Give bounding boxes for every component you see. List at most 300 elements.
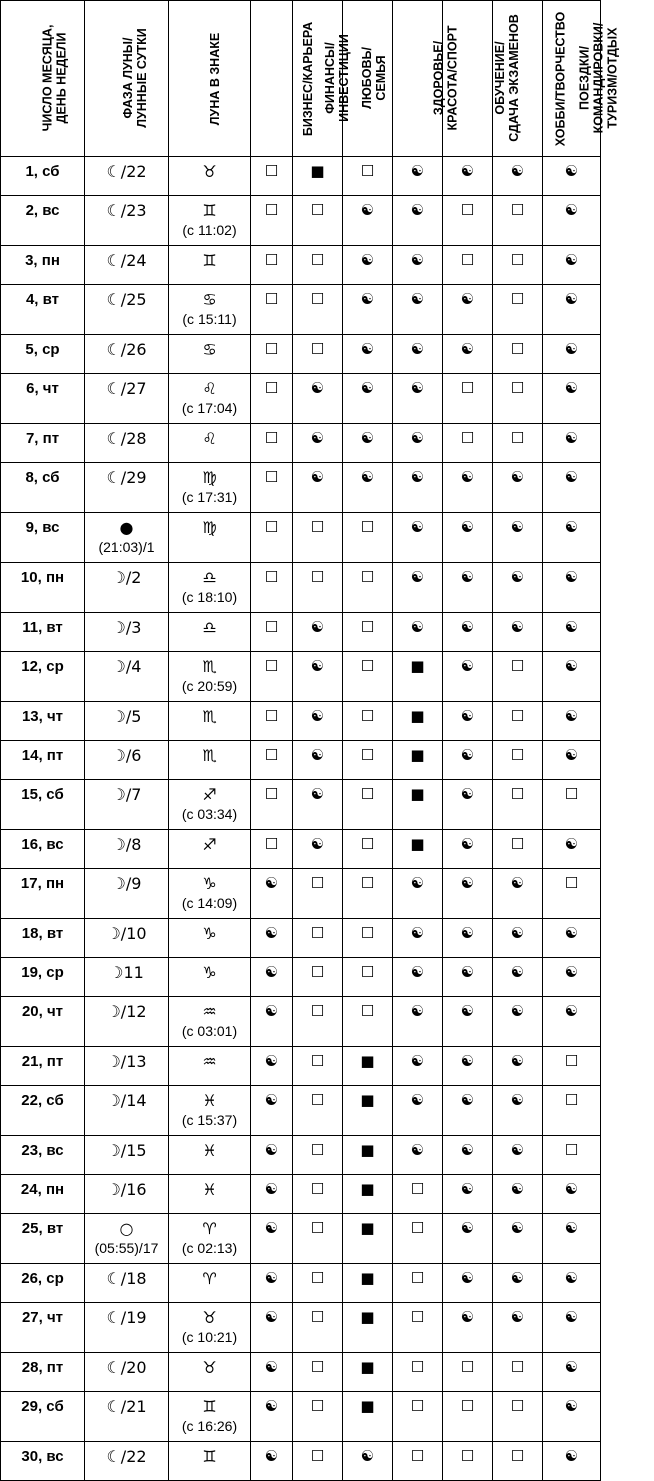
rating-cell xyxy=(343,1353,393,1392)
yin-yang-icon: ☯ xyxy=(564,1308,579,1326)
rating-cell xyxy=(393,1047,443,1086)
empty-square-icon: ☐ xyxy=(310,874,325,892)
rating-cell xyxy=(543,613,601,652)
yin-yang-icon: ☯ xyxy=(360,468,375,486)
empty-square-icon: ☐ xyxy=(510,429,525,447)
sign-cell xyxy=(169,613,251,652)
yin-yang-icon: ☯ xyxy=(360,1447,375,1465)
empty-square-icon: ☐ xyxy=(410,1397,425,1415)
rating-cell xyxy=(493,780,543,830)
rating-cell xyxy=(393,613,443,652)
empty-square-icon: ☐ xyxy=(360,568,375,586)
rating-cell xyxy=(543,1392,601,1442)
rating-cell xyxy=(493,246,543,285)
yin-yang-icon: ☯ xyxy=(510,468,525,486)
rating-cell xyxy=(343,1264,393,1303)
yin-yang-icon: ☯ xyxy=(564,468,579,486)
empty-square-icon: ☐ xyxy=(360,924,375,942)
rating-cell xyxy=(343,613,393,652)
rating-cell xyxy=(251,830,293,869)
rating-cell xyxy=(543,1303,601,1353)
rating-cell xyxy=(343,702,393,741)
rating-cell xyxy=(393,741,443,780)
zodiac-icon: ♐ xyxy=(202,835,217,854)
yin-yang-icon: ☯ xyxy=(264,1141,279,1159)
yin-yang-icon: ☯ xyxy=(310,657,325,675)
yin-yang-icon: ☯ xyxy=(510,1052,525,1070)
rating-cell xyxy=(251,1442,293,1481)
rating-cell xyxy=(393,958,443,997)
rating-cell xyxy=(251,513,293,563)
yin-yang-icon: ☯ xyxy=(460,835,475,853)
phase-cell xyxy=(85,246,169,285)
yin-yang-icon: ☯ xyxy=(510,162,525,180)
yin-yang-icon: ☯ xyxy=(460,340,475,358)
day-cell: 1, сб xyxy=(1,157,85,196)
zodiac-icon: ♋ xyxy=(202,340,217,359)
rating-cell xyxy=(293,1047,343,1086)
filled-square-icon: ■ xyxy=(410,785,425,803)
rating-cell xyxy=(443,1442,493,1481)
yin-yang-icon: ☯ xyxy=(564,1180,579,1198)
rating-cell xyxy=(443,1303,493,1353)
header-row xyxy=(1,1,601,157)
empty-square-icon: ☐ xyxy=(460,201,475,219)
filled-square-icon: ■ xyxy=(360,1180,375,1198)
rating-cell xyxy=(543,869,601,919)
table-row xyxy=(1,780,601,830)
rating-cell xyxy=(343,335,393,374)
table-row xyxy=(1,563,601,613)
yin-yang-icon: ☯ xyxy=(264,1358,279,1376)
table-row xyxy=(1,335,601,374)
day-cell: 13, чт xyxy=(1,702,85,741)
yin-yang-icon: ☯ xyxy=(564,1002,579,1020)
empty-square-icon: ☐ xyxy=(264,518,279,536)
rating-cell xyxy=(251,1353,293,1392)
moon-phase-icon: ☾/18 xyxy=(106,1269,147,1288)
rating-cell xyxy=(493,702,543,741)
header-day: ЧИСЛО МЕСЯЦА, ДЕНЬ НЕДЕЛИ xyxy=(1,1,85,157)
table-row xyxy=(1,196,601,246)
day-cell: 30, вс xyxy=(1,1442,85,1481)
rating-cell xyxy=(393,463,443,513)
empty-square-icon: ☐ xyxy=(310,1091,325,1109)
moon-phase-icon: ☽/3 xyxy=(111,618,142,637)
empty-square-icon: ☐ xyxy=(360,618,375,636)
header-business: БИЗНЕС/КАРЬЕРА xyxy=(251,1,293,157)
empty-square-icon: ☐ xyxy=(460,379,475,397)
rating-cell xyxy=(343,1136,393,1175)
sign-cell xyxy=(169,958,251,997)
rating-cell xyxy=(543,285,601,335)
phase-cell xyxy=(85,1353,169,1392)
empty-square-icon: ☐ xyxy=(360,162,375,180)
sign-time: (с 16:26) xyxy=(181,1418,238,1434)
rating-cell xyxy=(251,702,293,741)
header-travel: ПОЕЗДКИ/ КОМАНДИРОВКИ/ ТУРИЗМ/ОТДЫХ xyxy=(543,1,601,157)
sign-cell xyxy=(169,335,251,374)
rating-cell xyxy=(251,335,293,374)
header-finance: ФИНАНСЫ/ ИНВЕСТИЦИИ xyxy=(293,1,343,157)
empty-square-icon: ☐ xyxy=(360,835,375,853)
rating-cell xyxy=(293,335,343,374)
phase-time: (21:03)/1 xyxy=(98,539,155,555)
rating-cell xyxy=(493,563,543,613)
rating-cell xyxy=(343,1047,393,1086)
yin-yang-icon: ☯ xyxy=(410,379,425,397)
empty-square-icon: ☐ xyxy=(264,379,279,397)
rating-cell xyxy=(493,1214,543,1264)
sign-time: (с 20:59) xyxy=(181,678,238,694)
rating-cell xyxy=(543,780,601,830)
rating-cell xyxy=(443,246,493,285)
empty-square-icon: ☐ xyxy=(360,707,375,725)
rating-cell xyxy=(343,741,393,780)
empty-square-icon: ☐ xyxy=(264,201,279,219)
rating-cell xyxy=(251,1303,293,1353)
table-row xyxy=(1,157,601,196)
rating-cell xyxy=(343,997,393,1047)
rating-cell xyxy=(251,196,293,246)
rating-cell xyxy=(443,919,493,958)
rating-cell xyxy=(343,780,393,830)
rating-cell xyxy=(293,997,343,1047)
yin-yang-icon: ☯ xyxy=(264,1447,279,1465)
rating-cell xyxy=(343,1442,393,1481)
phase-cell xyxy=(85,869,169,919)
yin-yang-icon: ☯ xyxy=(460,1141,475,1159)
day-cell: 10, пн xyxy=(1,563,85,613)
rating-cell xyxy=(443,958,493,997)
yin-yang-icon: ☯ xyxy=(460,1002,475,1020)
sign-cell xyxy=(169,463,251,513)
rating-cell xyxy=(543,1175,601,1214)
table-body xyxy=(1,157,601,1481)
empty-square-icon: ☐ xyxy=(410,1219,425,1237)
sign-cell xyxy=(169,869,251,919)
day-cell: 4, вт xyxy=(1,285,85,335)
phase-cell xyxy=(85,196,169,246)
rating-cell xyxy=(543,1136,601,1175)
sign-time: (с 17:04) xyxy=(181,400,238,416)
rating-cell xyxy=(251,613,293,652)
rating-cell xyxy=(251,958,293,997)
zodiac-icon: ♉ xyxy=(202,1358,217,1377)
rating-cell xyxy=(343,919,393,958)
yin-yang-icon: ☯ xyxy=(410,290,425,308)
yin-yang-icon: ☯ xyxy=(410,251,425,269)
table-row xyxy=(1,1442,601,1481)
zodiac-icon: ♌ xyxy=(202,379,217,398)
rating-cell xyxy=(293,374,343,424)
rating-cell xyxy=(293,1353,343,1392)
rating-cell xyxy=(393,335,443,374)
table-row xyxy=(1,997,601,1047)
yin-yang-icon: ☯ xyxy=(460,518,475,536)
rating-cell xyxy=(393,424,443,463)
sign-cell xyxy=(169,563,251,613)
rating-cell xyxy=(393,702,443,741)
rating-cell xyxy=(543,1047,601,1086)
table-row xyxy=(1,1264,601,1303)
rating-cell xyxy=(251,780,293,830)
rating-cell xyxy=(543,997,601,1047)
yin-yang-icon: ☯ xyxy=(460,618,475,636)
empty-square-icon: ☐ xyxy=(564,874,579,892)
rating-cell xyxy=(251,246,293,285)
rating-cell xyxy=(251,285,293,335)
rating-cell xyxy=(493,1353,543,1392)
moon-phase-icon: ☽/13 xyxy=(106,1052,147,1071)
empty-square-icon: ☐ xyxy=(360,963,375,981)
rating-cell xyxy=(343,869,393,919)
day-cell: 9, вс xyxy=(1,513,85,563)
phase-cell xyxy=(85,335,169,374)
rating-cell xyxy=(493,196,543,246)
rating-cell xyxy=(543,424,601,463)
rating-cell xyxy=(293,513,343,563)
empty-square-icon: ☐ xyxy=(510,1358,525,1376)
phase-cell xyxy=(85,741,169,780)
rating-cell xyxy=(293,1303,343,1353)
yin-yang-icon: ☯ xyxy=(264,1091,279,1109)
filled-square-icon: ■ xyxy=(410,707,425,725)
rating-cell xyxy=(443,1353,493,1392)
yin-yang-icon: ☯ xyxy=(510,618,525,636)
yin-yang-icon: ☯ xyxy=(310,835,325,853)
sign-time: (с 11:02) xyxy=(182,222,237,238)
empty-square-icon: ☐ xyxy=(310,251,325,269)
moon-phase-icon: ☽/6 xyxy=(111,746,142,765)
day-cell: 22, сб xyxy=(1,1086,85,1136)
rating-cell xyxy=(343,1214,393,1264)
empty-square-icon: ☐ xyxy=(310,1397,325,1415)
rating-cell xyxy=(493,335,543,374)
day-cell: 26, ср xyxy=(1,1264,85,1303)
zodiac-icon: ♏ xyxy=(202,746,217,765)
day-cell: 25, вт xyxy=(1,1214,85,1264)
rating-cell xyxy=(543,958,601,997)
empty-square-icon: ☐ xyxy=(360,785,375,803)
filled-square-icon: ■ xyxy=(360,1358,375,1376)
empty-square-icon: ☐ xyxy=(410,1358,425,1376)
zodiac-icon: ♍ xyxy=(202,468,217,487)
sign-cell xyxy=(169,1136,251,1175)
rating-cell xyxy=(251,424,293,463)
table-row xyxy=(1,1303,601,1353)
rating-cell xyxy=(543,563,601,613)
rating-cell xyxy=(343,958,393,997)
rating-cell xyxy=(251,652,293,702)
phase-cell xyxy=(85,513,169,563)
table-row xyxy=(1,702,601,741)
filled-square-icon: ■ xyxy=(410,835,425,853)
rating-cell xyxy=(443,1047,493,1086)
yin-yang-icon: ☯ xyxy=(410,874,425,892)
rating-cell xyxy=(493,1264,543,1303)
yin-yang-icon: ☯ xyxy=(360,201,375,219)
day-cell: 21, пт xyxy=(1,1047,85,1086)
empty-square-icon: ☐ xyxy=(460,1447,475,1465)
yin-yang-icon: ☯ xyxy=(460,924,475,942)
yin-yang-icon: ☯ xyxy=(564,1397,579,1415)
rating-cell xyxy=(543,652,601,702)
rating-cell xyxy=(293,157,343,196)
rating-cell xyxy=(543,335,601,374)
rating-cell xyxy=(343,1392,393,1442)
empty-square-icon: ☐ xyxy=(264,251,279,269)
phase-cell xyxy=(85,919,169,958)
empty-square-icon: ☐ xyxy=(510,657,525,675)
empty-square-icon: ☐ xyxy=(564,785,579,803)
rating-cell xyxy=(443,1136,493,1175)
header-health: ЗДОРОВЬЕ/ КРАСОТА/СПОРТ xyxy=(393,1,443,157)
yin-yang-icon: ☯ xyxy=(510,1269,525,1287)
moon-phase-icon: ☽/12 xyxy=(106,1002,147,1021)
rating-cell xyxy=(443,1086,493,1136)
empty-square-icon: ☐ xyxy=(410,1269,425,1287)
day-cell: 17, пн xyxy=(1,869,85,919)
empty-square-icon: ☐ xyxy=(264,618,279,636)
rating-cell xyxy=(393,869,443,919)
yin-yang-icon: ☯ xyxy=(460,1091,475,1109)
sign-cell xyxy=(169,1392,251,1442)
rating-cell xyxy=(293,246,343,285)
rating-cell xyxy=(493,869,543,919)
rating-cell xyxy=(393,652,443,702)
rating-cell xyxy=(543,741,601,780)
rating-cell xyxy=(493,830,543,869)
empty-square-icon: ☐ xyxy=(310,1219,325,1237)
empty-square-icon: ☐ xyxy=(310,1052,325,1070)
empty-square-icon: ☐ xyxy=(460,1358,475,1376)
yin-yang-icon: ☯ xyxy=(310,746,325,764)
phase-cell xyxy=(85,958,169,997)
yin-yang-icon: ☯ xyxy=(510,1002,525,1020)
day-cell: 7, пт xyxy=(1,424,85,463)
table-row xyxy=(1,1175,601,1214)
moon-phase-icon: ☾/25 xyxy=(106,290,147,309)
rating-cell xyxy=(393,1175,443,1214)
yin-yang-icon: ☯ xyxy=(410,162,425,180)
yin-yang-icon: ☯ xyxy=(564,1447,579,1465)
empty-square-icon: ☐ xyxy=(564,1052,579,1070)
sign-time: (с 03:01) xyxy=(181,1023,238,1039)
yin-yang-icon: ☯ xyxy=(264,1180,279,1198)
rating-cell xyxy=(393,374,443,424)
empty-square-icon: ☐ xyxy=(310,518,325,536)
yin-yang-icon: ☯ xyxy=(564,379,579,397)
day-cell: 18, вт xyxy=(1,919,85,958)
empty-square-icon: ☐ xyxy=(310,963,325,981)
yin-yang-icon: ☯ xyxy=(460,162,475,180)
rating-cell xyxy=(293,1136,343,1175)
zodiac-icon: ♉ xyxy=(202,162,217,181)
rating-cell xyxy=(543,246,601,285)
moon-phase-icon: ☾/28 xyxy=(106,429,147,448)
yin-yang-icon: ☯ xyxy=(564,963,579,981)
phase-cell xyxy=(85,374,169,424)
rating-cell xyxy=(443,613,493,652)
empty-square-icon: ☐ xyxy=(410,1308,425,1326)
empty-square-icon: ☐ xyxy=(410,1180,425,1198)
rating-cell xyxy=(251,157,293,196)
rating-cell xyxy=(251,741,293,780)
moon-phase-icon: ☾/22 xyxy=(106,1447,147,1466)
rating-cell xyxy=(293,1175,343,1214)
empty-square-icon: ☐ xyxy=(310,568,325,586)
moon-phase-icon: ☽/10 xyxy=(106,924,147,943)
day-cell: 15, сб xyxy=(1,780,85,830)
yin-yang-icon: ☯ xyxy=(310,707,325,725)
zodiac-icon: ♈ xyxy=(202,1269,217,1288)
yin-yang-icon: ☯ xyxy=(564,746,579,764)
yin-yang-icon: ☯ xyxy=(564,1358,579,1376)
rating-cell xyxy=(393,919,443,958)
rating-cell xyxy=(343,1175,393,1214)
yin-yang-icon: ☯ xyxy=(564,429,579,447)
rating-cell xyxy=(493,157,543,196)
yin-yang-icon: ☯ xyxy=(410,963,425,981)
rating-cell xyxy=(293,563,343,613)
empty-square-icon: ☐ xyxy=(460,429,475,447)
yin-yang-icon: ☯ xyxy=(310,618,325,636)
empty-square-icon: ☐ xyxy=(264,429,279,447)
rating-cell xyxy=(393,1303,443,1353)
sign-cell xyxy=(169,702,251,741)
yin-yang-icon: ☯ xyxy=(460,1180,475,1198)
empty-square-icon: ☐ xyxy=(264,468,279,486)
rating-cell xyxy=(493,1136,543,1175)
moon-phase-icon: ☾/21 xyxy=(106,1397,147,1416)
rating-cell xyxy=(293,1392,343,1442)
moon-phase-icon: ☽11 xyxy=(109,963,144,982)
rating-cell xyxy=(443,702,493,741)
rating-cell xyxy=(543,830,601,869)
yin-yang-icon: ☯ xyxy=(264,874,279,892)
day-cell: 28, пт xyxy=(1,1353,85,1392)
sign-cell xyxy=(169,1086,251,1136)
table-row xyxy=(1,958,601,997)
yin-yang-icon: ☯ xyxy=(410,1052,425,1070)
yin-yang-icon: ☯ xyxy=(410,201,425,219)
rating-cell xyxy=(393,246,443,285)
table-row xyxy=(1,1392,601,1442)
yin-yang-icon: ☯ xyxy=(564,251,579,269)
moon-phase-icon: ☾/26 xyxy=(106,340,147,359)
rating-cell xyxy=(493,1086,543,1136)
rating-cell xyxy=(443,741,493,780)
rating-cell xyxy=(343,424,393,463)
yin-yang-icon: ☯ xyxy=(410,1141,425,1159)
header-phase: ФАЗА ЛУНЫ/ ЛУННЫЕ СУТКИ xyxy=(85,1,169,157)
empty-square-icon: ☐ xyxy=(360,746,375,764)
moon-phase-icon: ☾/22 xyxy=(106,162,147,181)
day-cell: 8, сб xyxy=(1,463,85,513)
yin-yang-icon: ☯ xyxy=(360,379,375,397)
phase-cell xyxy=(85,424,169,463)
empty-square-icon: ☐ xyxy=(510,746,525,764)
rating-cell xyxy=(443,563,493,613)
yin-yang-icon: ☯ xyxy=(510,518,525,536)
yin-yang-icon: ☯ xyxy=(564,1219,579,1237)
rating-cell xyxy=(393,157,443,196)
empty-square-icon: ☐ xyxy=(310,1269,325,1287)
rating-cell xyxy=(293,830,343,869)
rating-cell xyxy=(493,463,543,513)
sign-time: (с 10:21) xyxy=(181,1329,238,1345)
